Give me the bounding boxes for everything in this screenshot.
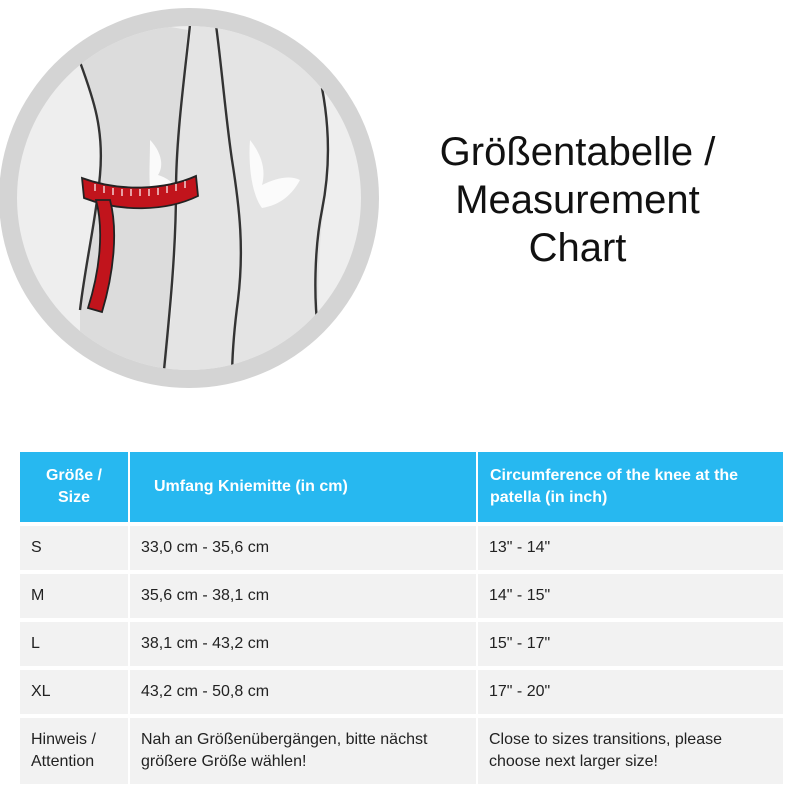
title-line-2: Measurement: [455, 178, 700, 222]
table-header-row: [20, 452, 783, 524]
note-german: Nah an Größenübergängen, bitte nächst größere Größe wählen!: [129, 716, 477, 784]
table-row: [20, 620, 783, 668]
row-size: M: [20, 572, 129, 620]
row-inch: 15" - 17": [477, 620, 783, 668]
table-row: [20, 524, 783, 572]
header-size: Größe / Size: [20, 452, 129, 524]
row-inch: 14" - 15": [477, 572, 783, 620]
row-size: S: [20, 524, 129, 572]
note-english: Close to sizes transitions, please choose next larger size!: [477, 716, 783, 784]
row-cm: 38,1 cm - 43,2 cm: [129, 620, 477, 668]
row-cm: 35,6 cm - 38,1 cm: [129, 572, 477, 620]
note-row: [20, 716, 783, 784]
row-size: L: [20, 620, 129, 668]
title-line-1: Größentabelle /: [439, 130, 716, 174]
note-label: Hinweis / Attention: [20, 716, 129, 784]
row-inch: 13" - 14": [477, 524, 783, 572]
page-title: [400, 128, 755, 272]
row-cm: 43,2 cm - 50,8 cm: [129, 668, 477, 716]
table-row: [20, 668, 783, 716]
title-line-3: Chart: [528, 226, 627, 270]
knee-illustration: [0, 0, 400, 400]
size-table: [20, 452, 783, 784]
row-inch: 17" - 20": [477, 668, 783, 716]
header-circumference-cm: Umfang Kniemitte (in cm): [129, 452, 477, 524]
header-circumference-inch: Circumference of the knee at the patella (in inch): [477, 452, 783, 524]
table-row: [20, 572, 783, 620]
row-size: XL: [20, 668, 129, 716]
row-cm: 33,0 cm - 35,6 cm: [129, 524, 477, 572]
knee-diagram-icon: [0, 0, 400, 400]
